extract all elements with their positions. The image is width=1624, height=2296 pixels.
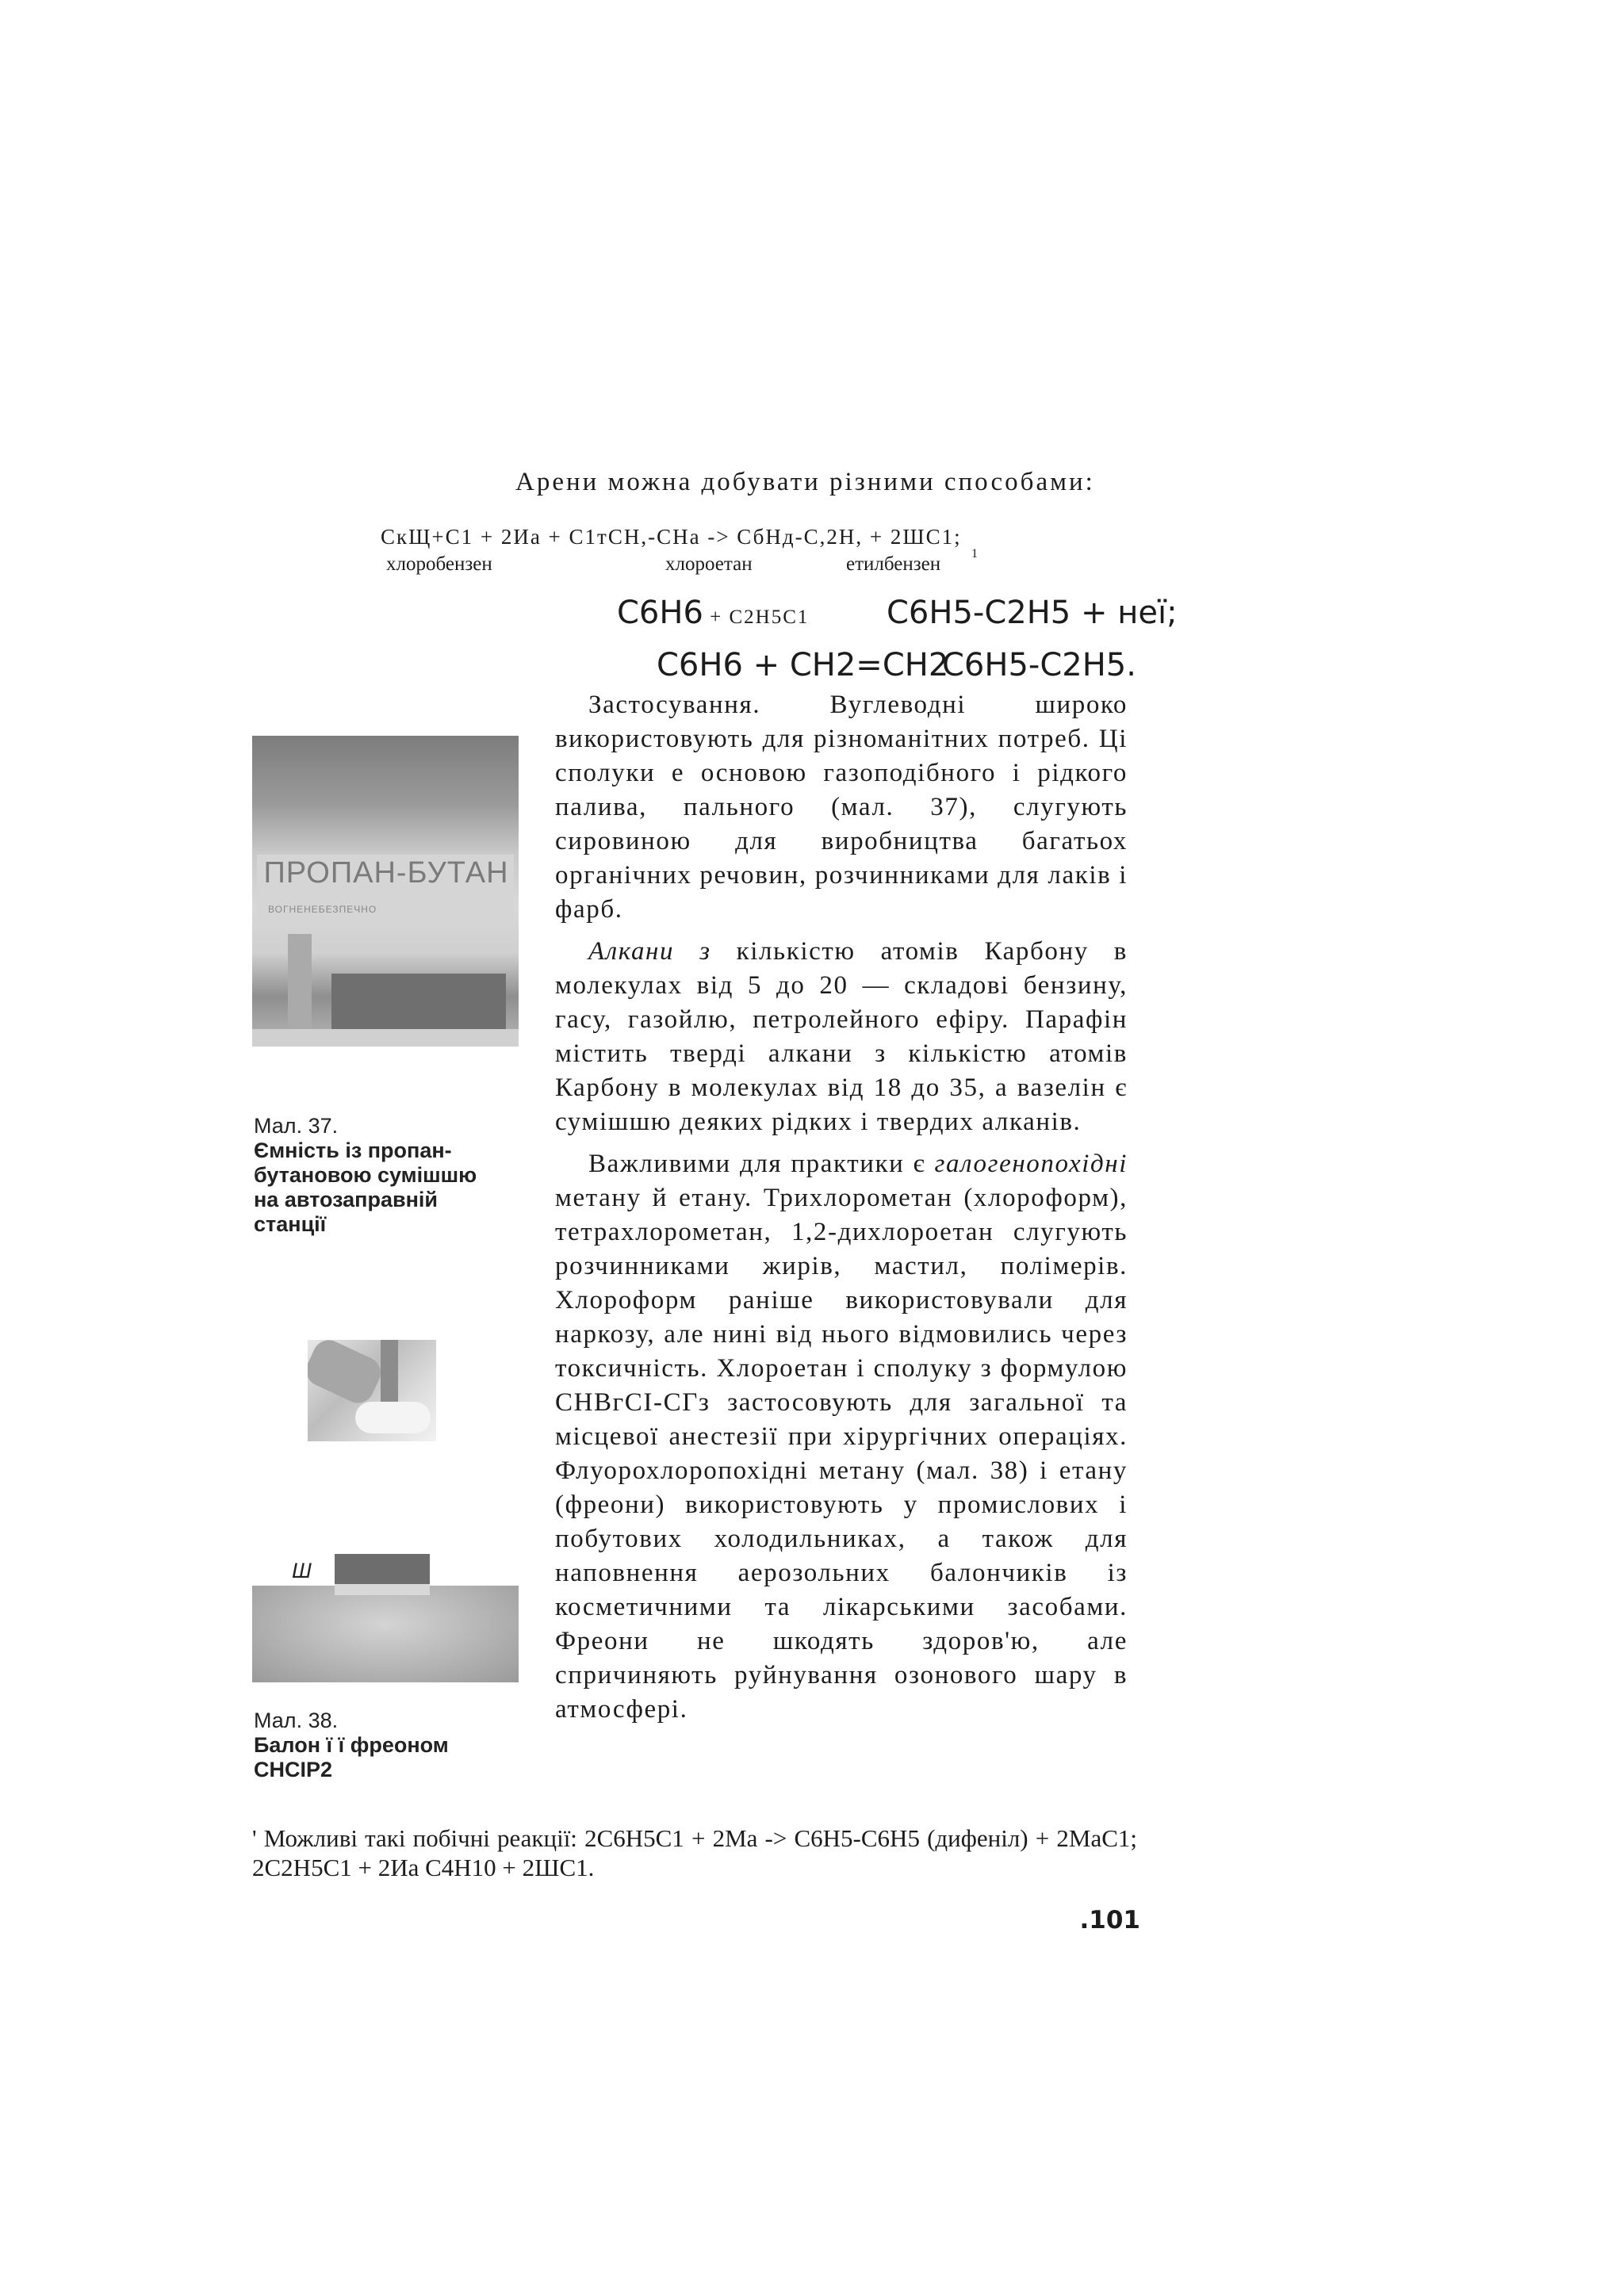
reaction-1-equation: СкЩ+С1 + 2Иа + С1тСН,-СНа -> СбНд-С,2Н, + 2ШС1; — [381, 525, 962, 549]
figure-37-caption — [254, 1114, 508, 1237]
spray-nozzle — [381, 1340, 398, 1403]
photo-mark: Ш — [292, 1559, 312, 1582]
spray-hand — [355, 1402, 431, 1433]
figure-38-spray-photo — [308, 1340, 436, 1441]
cylinder-valve — [335, 1554, 430, 1584]
alkanes-italic: Алкани з — [588, 937, 711, 966]
spray-arm — [308, 1340, 385, 1408]
figure-38-text: Балон ї ї фреоном СНСІР2 — [254, 1733, 449, 1781]
name-ethylbenzene: етилбензен — [846, 553, 941, 575]
reaction-2-rhs: С6Н5-С2Н5 + неї; — [887, 595, 1178, 631]
figure-37-photo — [252, 736, 519, 1047]
cylinder-label-band — [335, 1584, 430, 1595]
halogen-italic: галогенопохідні — [934, 1150, 1128, 1178]
reaction-2-lhs-main: С6Н6 — [617, 595, 703, 631]
paragraph-alkanes — [555, 935, 1128, 1139]
sign-subtext: ВОГНЕНЕБЕЗПЕЧНО — [268, 904, 377, 915]
halogen-start: Важливими для практики є — [588, 1150, 935, 1178]
figure-38-label: Мал. 38. — [254, 1709, 339, 1732]
alkanes-text: кількістю атомів Карбону в молекулах від 5 до 20 — складові бензину, гасу, газойлю, петролейного ефіру. Парафін містить тверді алкани з кількістю атомів Карбону в молекулах від 18 до 35, а вазелін є сумішшю деяких рідких і твердих алканів. — [555, 937, 1128, 1136]
name-chlorobenzene: хлоробензен — [386, 553, 492, 575]
footnote: ' Можливі такі побічні реакції: 2С6Н5С1 + 2Ма -> С6Н5-С6Н5 (дифеніл) + 2МаС1; 2С2Н5С1 + 2Иа С4Н10 + 2ШС1. — [252, 1824, 1137, 1881]
reaction-3-lhs: С6Н6 + СН2=СН2 — [657, 647, 949, 683]
reaction-2-lhs — [617, 595, 809, 631]
figure-37-label: Мал. 37. — [254, 1114, 339, 1138]
reaction-3-rhs: С6Н5-С2Н5. — [942, 647, 1136, 683]
station-ground — [252, 1029, 519, 1047]
cylinder-body — [252, 1586, 519, 1682]
figure-38-cylinder-photo — [252, 1554, 519, 1682]
figure-37-text: Ємність із пропан-бутановою сумішшю на автозаправній станції — [254, 1138, 477, 1236]
reaction-2-lhs-rest: + С2Н5С1 — [703, 607, 810, 628]
page-number: .101 — [1079, 1906, 1140, 1934]
reaction-1-names — [386, 547, 1021, 580]
halogen-text: метану й етану. Трихлорометан (хлороформ), тетрахлорометан, 1,2-дихлороетан слугують розчинниками жирів, мастил, полімерів. Хлороформ раніше використовували для наркозу, але нині від нього відмовились через токсичність. Хлороетан і сполуку з формулою СНВгСІ-СГз застосовують для загальної та місцевої анестезії при хірургічних операціях. Флуорохлоропохідні метану (мал. 38) і етану (фреони) використовують у промислових і побутових холодильниках, а також для наповнення аерозольних балончиків із косметичними та лікарськими засобами. Фреони не шкодять здоров'ю, але спричиняють руйнування озонового шару в атмосфері. — [555, 1184, 1128, 1724]
station-tank — [331, 974, 506, 1029]
intro-line: Арени можна добувати різними способами: — [515, 468, 1095, 496]
footnote-mark: 1 — [971, 547, 978, 561]
paragraph-applications: Застосування. Вуглеводні широко використовують для різноманітних потреб. Ці сполуки е основою газоподібного і рідкого палива, пального (мал. 37), слугують сировиною для виробництва багатьох органічних речовин, розчинниками для лаків і фарб. — [555, 691, 1128, 924]
main-text-column — [555, 688, 1128, 1735]
figure-38-caption — [254, 1709, 515, 1782]
sign-text: ПРОПАН-БУТАН — [263, 856, 509, 890]
paragraph-halogen-derivatives — [555, 1147, 1128, 1727]
name-chloroethane: хлороетан — [665, 553, 753, 575]
